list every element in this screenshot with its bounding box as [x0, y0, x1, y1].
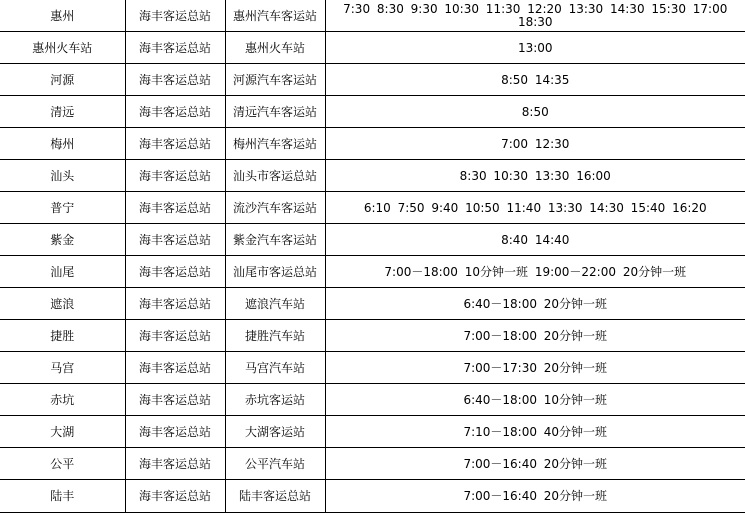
departure-times-cell: 6:10 7:50 9:40 10:50 11:40 13:30 14:30 15:40 16:20: [325, 192, 745, 224]
arrival-station-cell: 惠州汽车客运站: [225, 0, 325, 32]
departure-times-cell: 7:00－18:00 20分钟一班: [325, 320, 745, 352]
table-row: [0, 320, 745, 352]
departure-station-cell: 海丰客运总站: [125, 64, 225, 96]
departure-station-cell: 海丰客运总站: [125, 128, 225, 160]
departure-station-cell: 海丰客运总站: [125, 96, 225, 128]
arrival-station-cell: 汕头市客运总站: [225, 160, 325, 192]
table-row: [0, 160, 745, 192]
table-row: [0, 352, 745, 384]
arrival-station-cell: 遮浪汽车站: [225, 288, 325, 320]
arrival-station-cell: 河源汽车客运站: [225, 64, 325, 96]
departure-station-cell: 海丰客运总站: [125, 32, 225, 64]
departure-times-cell: 7:00－17:30 20分钟一班: [325, 352, 745, 384]
table-row: [0, 448, 745, 480]
departure-times-cell: 7:00－18:00 10分钟一班 19:00－22:00 20分钟一班: [325, 256, 745, 288]
arrival-station-cell: 公平汽车站: [225, 448, 325, 480]
departure-times-cell: 8:40 14:40: [325, 224, 745, 256]
destination-cell: 普宁: [0, 192, 125, 224]
table-row: [0, 192, 745, 224]
departure-times-cell: 7:10－18:00 40分钟一班: [325, 416, 745, 448]
departure-station-cell: 海丰客运总站: [125, 0, 225, 32]
departure-times-cell: 6:40－18:00 20分钟一班: [325, 288, 745, 320]
table-row: [0, 32, 745, 64]
arrival-station-cell: 紫金汽车客运站: [225, 224, 325, 256]
departure-station-cell: 海丰客运总站: [125, 320, 225, 352]
destination-cell: 赤坑: [0, 384, 125, 416]
destination-cell: 遮浪: [0, 288, 125, 320]
table-row: [0, 288, 745, 320]
table-row: [0, 128, 745, 160]
arrival-station-cell: 捷胜汽车站: [225, 320, 325, 352]
departure-times-cell: 7:00－16:40 20分钟一班: [325, 448, 745, 480]
departure-times-cell: 7:30 8:30 9:30 10:30 11:30 12:20 13:30 14:30 15:30 17:00 18:30: [325, 0, 745, 32]
departure-station-cell: 海丰客运总站: [125, 224, 225, 256]
departure-station-cell: 海丰客运总站: [125, 256, 225, 288]
arrival-station-cell: 清远汽车客运站: [225, 96, 325, 128]
table-row: [0, 64, 745, 96]
departure-station-cell: 海丰客运总站: [125, 480, 225, 513]
destination-cell: 清远: [0, 96, 125, 128]
departure-times-cell: 6:40－18:00 10分钟一班: [325, 384, 745, 416]
arrival-station-cell: 惠州火车站: [225, 32, 325, 64]
table-row: [0, 0, 745, 32]
departure-times-cell: 8:50 14:35: [325, 64, 745, 96]
departure-times-cell: 7:00 12:30: [325, 128, 745, 160]
arrival-station-cell: 赤坑客运站: [225, 384, 325, 416]
table-row: [0, 96, 745, 128]
departure-station-cell: 海丰客运总站: [125, 352, 225, 384]
departure-station-cell: 海丰客运总站: [125, 448, 225, 480]
destination-cell: 汕头: [0, 160, 125, 192]
destination-cell: 惠州火车站: [0, 32, 125, 64]
arrival-station-cell: 马宫汽车站: [225, 352, 325, 384]
destination-cell: 紫金: [0, 224, 125, 256]
destination-cell: 梅州: [0, 128, 125, 160]
table-row: [0, 256, 745, 288]
departure-station-cell: 海丰客运总站: [125, 288, 225, 320]
arrival-station-cell: 汕尾市客运总站: [225, 256, 325, 288]
departure-station-cell: 海丰客运总站: [125, 384, 225, 416]
table-row: [0, 384, 745, 416]
departure-station-cell: 海丰客运总站: [125, 160, 225, 192]
departure-times-cell: 13:00: [325, 32, 745, 64]
destination-cell: 马宫: [0, 352, 125, 384]
arrival-station-cell: 梅州汽车客运站: [225, 128, 325, 160]
departure-times-cell: 7:00－16:40 20分钟一班: [325, 480, 745, 513]
table-row: [0, 416, 745, 448]
destination-cell: 公平: [0, 448, 125, 480]
destination-cell: 惠州: [0, 0, 125, 32]
table-row: [0, 224, 745, 256]
destination-cell: 大湖: [0, 416, 125, 448]
table-row: [0, 480, 745, 513]
destination-cell: 河源: [0, 64, 125, 96]
arrival-station-cell: 陆丰客运总站: [225, 480, 325, 513]
departure-times-cell: 8:30 10:30 13:30 16:00: [325, 160, 745, 192]
destination-cell: 汕尾: [0, 256, 125, 288]
departure-station-cell: 海丰客运总站: [125, 416, 225, 448]
departure-station-cell: 海丰客运总站: [125, 192, 225, 224]
departure-times-cell: 8:50: [325, 96, 745, 128]
destination-cell: 捷胜: [0, 320, 125, 352]
destination-cell: 陆丰: [0, 480, 125, 513]
arrival-station-cell: 大湖客运站: [225, 416, 325, 448]
arrival-station-cell: 流沙汽车客运站: [225, 192, 325, 224]
